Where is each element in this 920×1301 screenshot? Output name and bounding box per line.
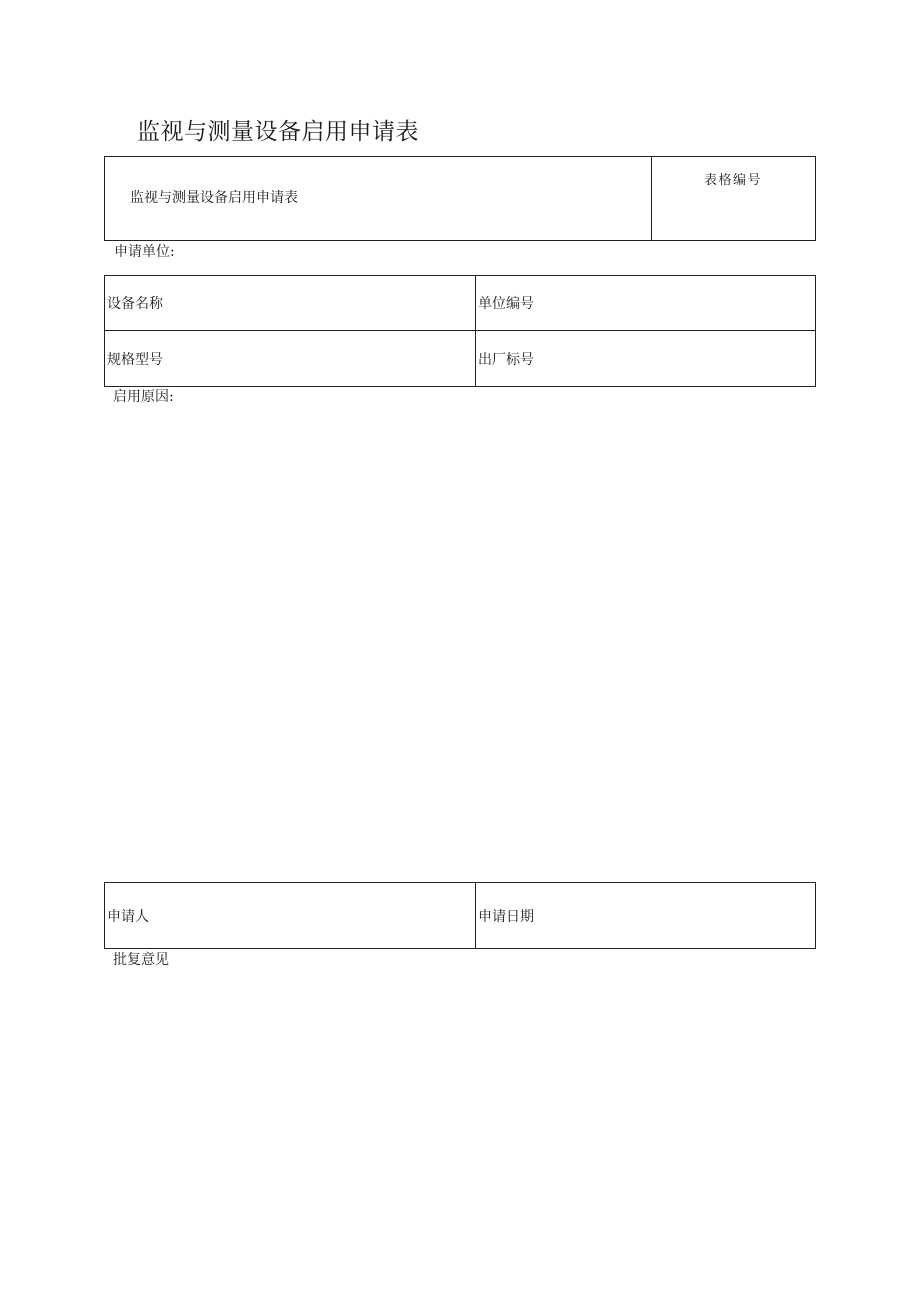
header-inner-title: 监视与测量设备启用申请表 <box>130 190 298 206</box>
applicant-table <box>104 882 816 949</box>
header-box <box>104 156 816 241</box>
unit-number-cell[interactable]: 单位编号 <box>478 296 534 312</box>
form-code-label: 表格编号 <box>704 173 763 188</box>
header-divider <box>651 157 652 240</box>
factory-number-cell[interactable]: 出厂标号 <box>478 351 534 368</box>
document-title: 监视与测量设备启用申请表 <box>137 119 419 145</box>
applicant-cell[interactable]: 申请人 <box>105 883 476 948</box>
model-spec-cell[interactable]: 规格型号 <box>105 331 476 386</box>
applicant-unit-label: 申请单位: <box>114 244 175 260</box>
reason-label: 启用原因: <box>113 389 174 405</box>
table-row <box>105 276 815 331</box>
application-date-cell[interactable]: 申请日期 <box>478 908 534 925</box>
equipment-name-cell[interactable]: 设备名称 <box>105 276 476 330</box>
table-row <box>105 331 815 386</box>
approval-label: 批复意见 <box>113 952 169 968</box>
equipment-table <box>104 275 816 387</box>
table-row <box>105 883 815 948</box>
